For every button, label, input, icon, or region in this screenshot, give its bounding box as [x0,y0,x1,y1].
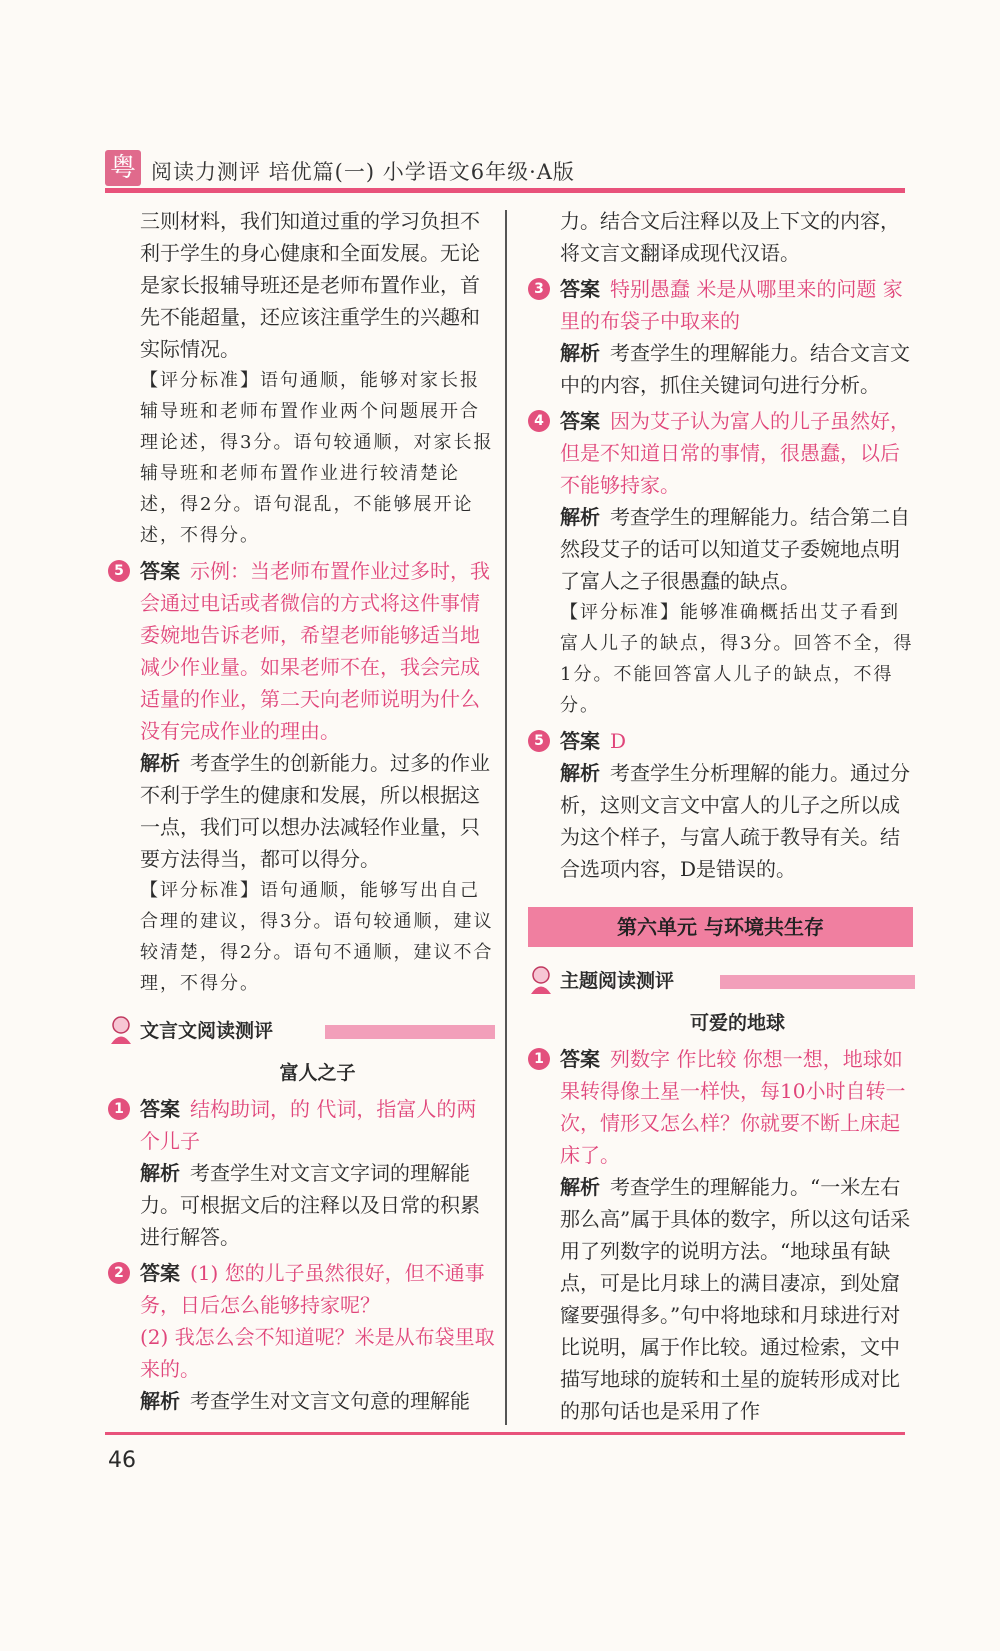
page-number: 46 [108,1448,136,1473]
section-heading [528,961,915,1001]
section-title: 主题阅读测评 [560,970,675,992]
answer-label: 答案 [560,1047,600,1071]
answer-label: 答案 [560,409,600,433]
analysis-label: 解析 [560,761,600,785]
right-column [534,205,915,1427]
analysis-text: 考查学生对文言文句意的理解能 [190,1389,470,1413]
answer-label: 答案 [560,277,600,301]
analysis-text: 考查学生的理解能力。结合文言文中的内容，抓住关键词句进行分析。 [560,341,910,397]
student-icon [528,965,554,995]
column-divider [505,210,507,1425]
question-5 [114,555,495,999]
section-bar [720,975,915,989]
section-title: 文言文阅读测评 [140,1020,274,1042]
score-standard: 【评分标准】能够准确概括出艾子看到富人儿子的缺点，得3分。回答不全，得1分。不能回答富人儿子的缺点，不得分。 [560,602,914,716]
header-rule [105,188,905,193]
question-1 [534,1043,915,1427]
article-title: 可爱的地球 [689,1012,785,1034]
page-header [105,148,905,192]
answer-text: 列数字 作比较 你想一想，地球如果转得像土星一样快，每10小时自转一次，情形又怎么样？你就要不断上床起床了。 [560,1047,906,1167]
analysis-label: 解析 [560,505,600,529]
answer-text: 特别愚蠢 米是从哪里来的问题 家里的布袋子中取来的 [560,277,903,333]
analysis-text: 考查学生分析理解的能力。通过分析，这则文言文中富人的儿子之所以成为这个样子，与富人疏于教导有关。结合选项内容，D是错误的。 [560,761,910,881]
analysis-text: 考查学生的创新能力。过多的作业不利于学生的健康和发展，所以根据这一点，我们可以想办法减轻作业量，只要方法得当，都可以得分。 [140,751,490,871]
question-5 [534,725,915,885]
analysis-text: 考查学生对文言文字词的理解能力。可根据文后的注释以及日常的积累进行解答。 [140,1161,480,1249]
question-number: 4 [528,410,550,432]
left-column [114,205,495,1417]
question-number: 2 [108,1262,130,1284]
analysis-label: 解析 [140,1389,180,1413]
answer-text: 结构助词，的 代词，指富人的两个儿子 [140,1097,477,1153]
section-bar [325,1025,495,1039]
question-2 [114,1257,495,1417]
analysis-label: 解析 [140,751,180,775]
answer-label: 答案 [140,559,180,583]
analysis-text: 考查学生的理解能力。“一米左右那么高”属于具体的数字，所以这句话采用了列数字的说明方法。“地球虽有缺点，可是比月球上的满目凄凉，到处窟窿要强得多。”句中将地球和月球进行对比说明，属于作比较。通过检索，文中描写地球的旋转和土星的旋转形成对比的那句话也是采用了作 [560,1175,911,1423]
answer-text: (1) 您的儿子虽然很好，但不通事务，日后怎么能够持家呢？ [140,1261,485,1317]
book-title: 阅读力测评 培优篇(一) 小学语文6年级·A版 [151,160,575,184]
question-number: 3 [528,278,550,300]
student-icon [108,1015,134,1045]
paragraph: 三则材料，我们知道过重的学习负担不利于学生的身心健康和全面发展。无论是家长报辅导班还是老师布置作业，首先不能超量，还应该注重学生的兴趣和实际情况。 [140,209,480,361]
score-standard: 【评分标准】语句通顺，能够写出自己合理的建议，得3分。语句较通顺，建议较清楚，得2分。语句不通顺，建议不合理，不得分。 [140,880,494,994]
analysis-label: 解析 [560,341,600,365]
article-title: 富人之子 [279,1062,356,1084]
answer-text: 因为艾子认为富人的儿子虽然好，但是不知道日常的事情，很愚蠢，以后不能够持家。 [560,409,910,497]
answer-label: 答案 [140,1097,180,1121]
answer-text: 示例：当老师布置作业过多时，我会通过电话或者微信的方式将这件事情委婉地告诉老师，希望老师能够适当地减少作业量。如果老师不在，我会完成适量的作业，第二天向老师说明为什么没有完成作业的理由。 [140,559,490,743]
question-4 [534,405,915,721]
unit-title: 第六单元 与环境共生存 [528,907,913,947]
score-standard: 【评分标准】语句通顺，能够对家长报辅导班和老师布置作业两个问题展开合理论述，得3分。语句较通顺，对家长报辅导班和老师布置作业进行较清楚论述，得2分。语句混乱，不能够展开论述，不得分。 [140,370,494,546]
region-logo: 粤 [105,150,141,186]
analysis-text: 考查学生的理解能力。结合第二自然段艾子的话可以知道艾子委婉地点明了富人之子很愚蠢的缺点。 [560,505,910,593]
analysis-label: 解析 [140,1161,180,1185]
question-number: 5 [528,730,550,752]
question-3 [534,273,915,401]
question-number: 1 [108,1098,130,1120]
answer-label: 答案 [140,1261,180,1285]
question-number: 5 [108,560,130,582]
paragraph: 力。结合文后注释以及上下文的内容，将文言文翻译成现代汉语。 [560,209,900,265]
answer-text: D [610,729,627,753]
question-1 [114,1093,495,1253]
footer-rule [105,1432,905,1435]
answer-text: (2) 我怎么会不知道呢？米是从布袋里取来的。 [140,1325,495,1381]
question-number: 1 [528,1048,550,1070]
section-heading [108,1011,495,1051]
analysis-label: 解析 [560,1175,600,1199]
answer-label: 答案 [560,729,600,753]
